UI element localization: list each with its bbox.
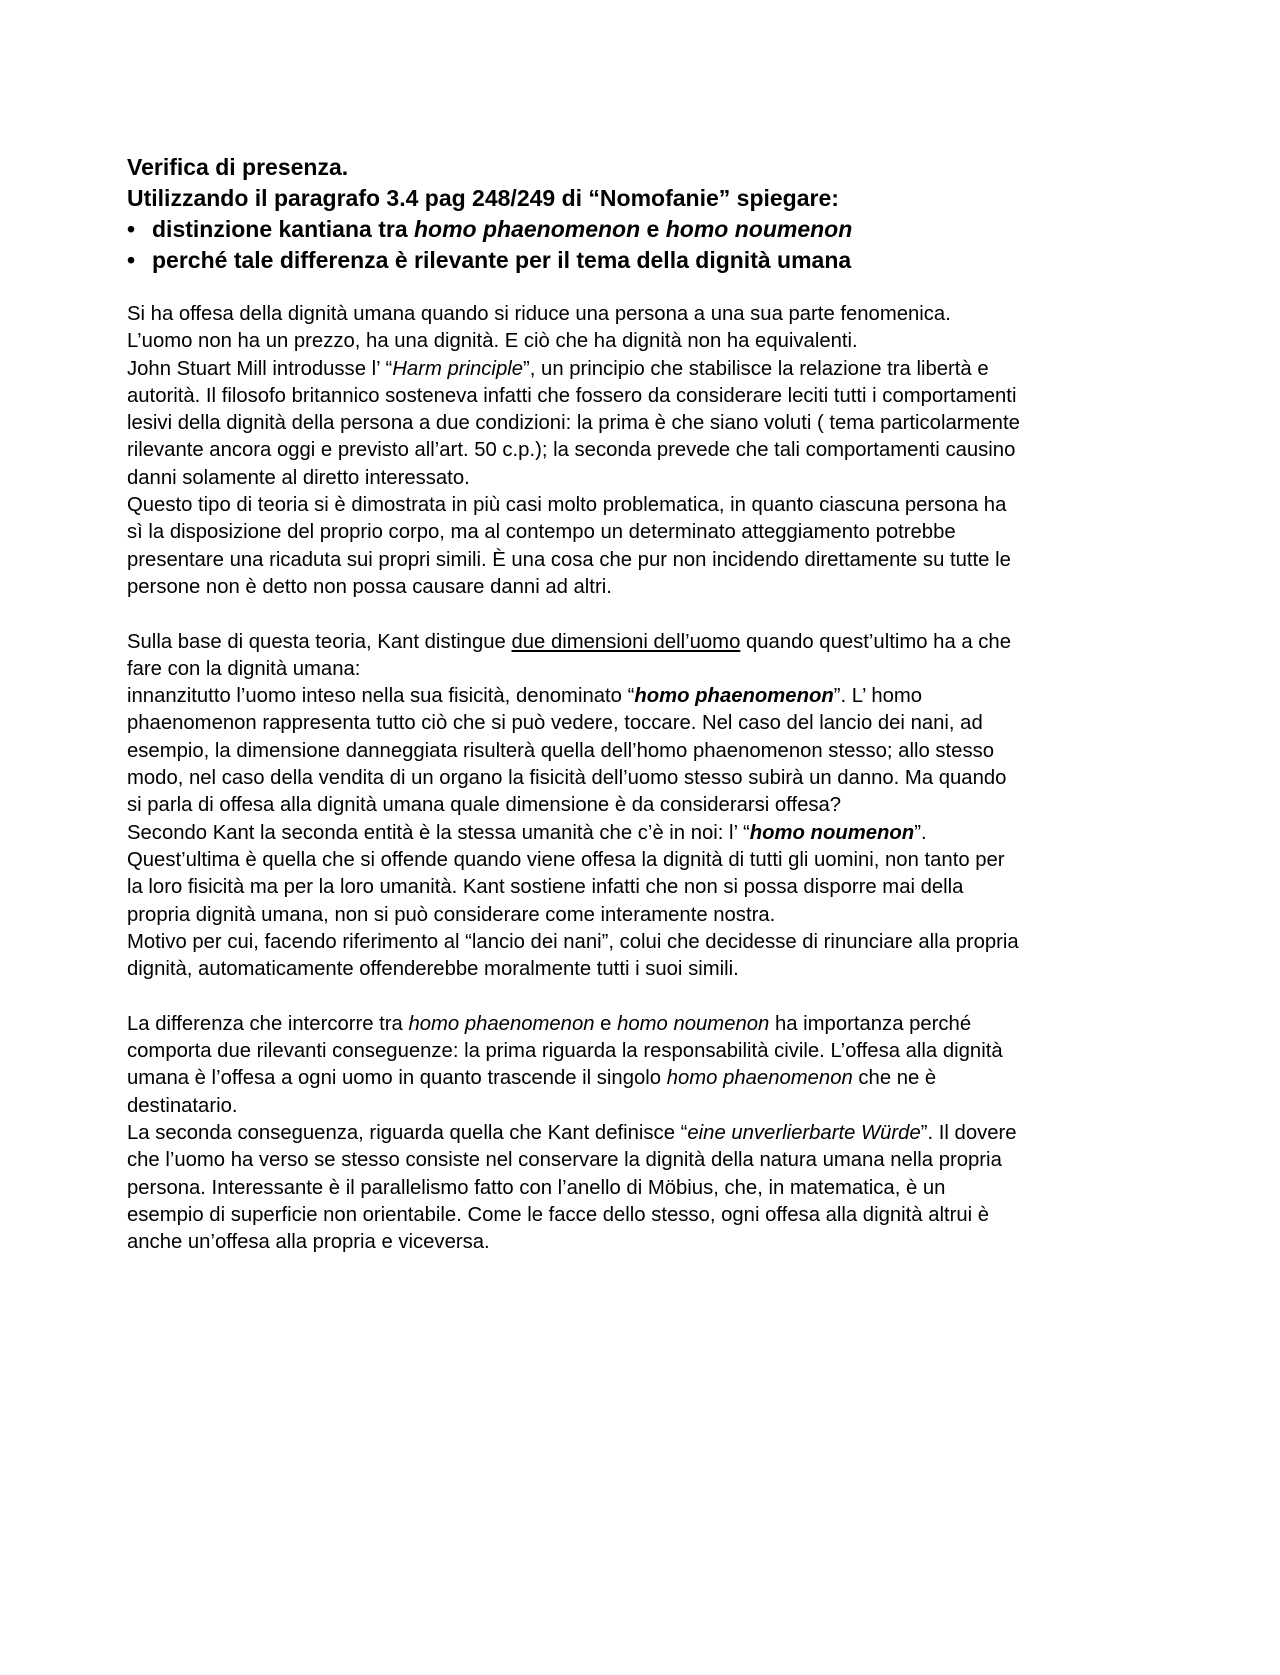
text-line [127, 820, 1167, 847]
bullet-2-text: perché tale differenza è rilevante per il tema della dignità umana [152, 247, 852, 273]
text-line: fare con la dignità umana: [127, 657, 361, 680]
text-segment: Sulla base di questa teoria, Kant distingue [127, 630, 512, 653]
text-segment: innanzitutto l’uomo inteso nella sua fisicità, denominato “ [127, 685, 635, 708]
text-line: Si ha offesa della dignità umana quando si riduce una persona a una sua parte fenomenica. [127, 303, 951, 325]
text-line: autorità. Il filosofo britannico sosteneva infatti che fossero da considerare leciti tutti i comportamenti [127, 384, 1017, 407]
header-instruction: Utilizzando il paragrafo 3.4 pag 248/249 di “Nomofanie” spiegare: [127, 185, 839, 211]
text-line: anche un’offesa alla propria e viceversa. [127, 1231, 490, 1254]
document-page [127, 152, 1167, 1256]
text-line: rilevante ancora oggi e previsto all’art. 50 c.p.); la seconda prevede che tali comportamenti causino [127, 439, 1016, 462]
text-segment: Secondo Kant la seconda entità è la stessa umanità che c’è in noi: l’ “ [127, 821, 750, 844]
text-segment: quando quest’ultimo ha a che [740, 630, 1011, 653]
bullet-icon: • [127, 216, 136, 242]
text-line: danni solamente al diretto interessato. [127, 466, 470, 489]
text-line: Quest’ultima è quella che si offende quando viene offesa la dignità di tutti gli uomini, non tanto per [127, 848, 1005, 871]
text-line: presentare una ricaduta sui propri simili. È una cosa che pur non incidendo direttamente su tutte le [127, 548, 1011, 571]
text-line: Questo tipo di teoria si è dimostrata in più casi molto problematica, in quanto ciascuna persona ha [127, 494, 1007, 517]
document-body [127, 301, 1167, 1256]
text-line: L’uomo non ha un prezzo, ha una dignità. E ciò che ha dignità non ha equivalenti. [127, 330, 858, 353]
text-line [127, 1065, 1167, 1092]
text-line: esempio di superficie non orientabile. Come le facce dello stesso, ogni offesa alla dignità altrui è [127, 1203, 990, 1226]
text-segment: umana è l’offesa a ogni uomo in quanto trascende il singolo [127, 1067, 667, 1090]
text-line [127, 629, 1167, 656]
bullet-item-2 [127, 245, 1167, 276]
text-line: modo, nel caso della vendita di un organo la fisicità dell’uomo stesso subirà un danno. Ma quando [127, 767, 1007, 790]
text-line: dignità, automaticamente offenderebbe moralmente tutti i suoi simili. [127, 958, 739, 981]
bullet-1-text: distinzione kantiana tra [152, 216, 414, 242]
text-line: sì la disposizione del proprio corpo, ma al contempo un determinato atteggiamento potrebbe [127, 521, 956, 544]
text-segment: e [594, 1012, 618, 1035]
header-title: Verifica di presenza. [127, 154, 349, 180]
text-line: destinatario. [127, 1094, 238, 1117]
text-line: comporta due rilevanti conseguenze: la prima riguarda la responsabilità civile. L’offesa alla dignità [127, 1040, 1003, 1063]
text-segment: La seconda conseguenza, riguarda quella che Kant definisce “ [127, 1121, 688, 1144]
text-segment: La differenza che intercorre tra [127, 1012, 409, 1035]
bold-italic-term: homo phaenomenon [634, 685, 834, 708]
bullet-1-conjunction: e [640, 216, 666, 242]
bullet-item-1 [127, 214, 1167, 245]
text-segment: John Stuart Mill introdusse l’ “ [127, 357, 393, 380]
text-line: propria dignità umana, non si può considerare come interamente nostra. [127, 903, 776, 926]
text-line: che l’uomo ha verso se stesso consiste nel conservare la dignità della natura umana nella propria [127, 1149, 1002, 1172]
text-segment: ”. Il dovere [920, 1121, 1017, 1144]
bullet-1-term-noumenon: homo noumenon [665, 216, 853, 242]
italic-term: homo noumenon [617, 1012, 770, 1035]
text-line: persona. Interessante è il parallelismo fatto con l’anello di Möbius, che, in matematica, è un [127, 1176, 946, 1199]
text-line [127, 1011, 1167, 1038]
text-line [127, 1120, 1167, 1147]
text-segment: ”. [914, 821, 927, 844]
text-line: persone non è detto non possa causare danni ad altri. [127, 575, 612, 598]
paragraph-1 [127, 301, 1167, 601]
text-line: esempio, la dimensione danneggiata risulterà quella dell’homo phaenomenon stesso; allo stesso [127, 739, 995, 762]
text-line [127, 683, 1167, 710]
text-segment: ”. L’ homo [833, 685, 923, 708]
text-line [127, 356, 1167, 383]
text-line: Motivo per cui, facendo riferimento al “lancio dei nani”, colui che decidesse di rinunciare alla propria [127, 930, 1019, 953]
text-segment: che ne è [852, 1067, 937, 1090]
bold-italic-term: homo noumenon [749, 821, 915, 844]
italic-term: Harm principle [392, 357, 524, 380]
bullet-1-term-phaenomenon: homo phaenomenon [414, 216, 641, 242]
text-segment: ha importanza perché [769, 1012, 972, 1035]
paragraph-2 [127, 629, 1167, 984]
text-line: phaenomenon rappresenta tutto ciò che si può vedere, toccare. Nel caso del lancio dei nani, ad [127, 712, 983, 735]
text-line: lesivi della dignità della persona a due condizioni: la prima è che siano voluti ( tema particolarmente [127, 412, 1020, 435]
italic-term: eine unverlierbarte Würde [687, 1121, 921, 1144]
assignment-header [127, 152, 1167, 276]
italic-term: homo phaenomenon [408, 1012, 595, 1035]
text-line: la loro fisicità ma per la loro umanità. Kant sostiene infatti che non si possa disporre mai della [127, 876, 964, 899]
bullet-icon: • [127, 247, 136, 273]
text-segment: ”, un principio che stabilisce la relazione tra libertà e [523, 357, 989, 380]
text-line: si parla di offesa alla dignità umana quale dimensione è da considerarsi offesa? [127, 794, 842, 817]
underlined-phrase: due dimensioni dell’uomo [511, 630, 741, 653]
italic-term: homo phaenomenon [666, 1067, 853, 1090]
paragraph-3 [127, 1011, 1167, 1257]
